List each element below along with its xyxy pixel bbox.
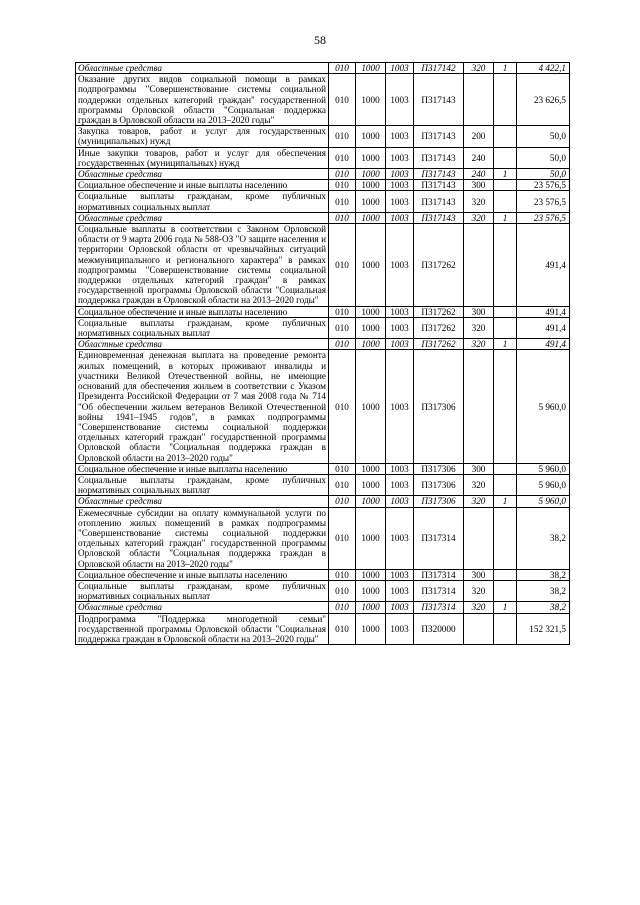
subsection-code: 1003 bbox=[386, 507, 414, 569]
amount: 50,0 bbox=[517, 147, 570, 168]
target-article: П317143 bbox=[414, 169, 464, 180]
funding-source bbox=[494, 569, 517, 580]
table-row bbox=[76, 180, 570, 191]
expense-type bbox=[464, 224, 494, 307]
table-row bbox=[76, 569, 570, 580]
expense-type: 320 bbox=[464, 212, 494, 223]
section-code: 1000 bbox=[356, 147, 386, 168]
row-name: Социальные выплаты гражданам, кроме публичных нормативных социальных выплат bbox=[76, 474, 329, 495]
admin-code: 010 bbox=[329, 496, 356, 507]
funding-source: 1 bbox=[494, 339, 517, 350]
table-row bbox=[76, 339, 570, 350]
section-code: 1000 bbox=[356, 212, 386, 223]
budget-table bbox=[75, 62, 570, 645]
admin-code: 010 bbox=[329, 507, 356, 569]
admin-code: 010 bbox=[329, 317, 356, 338]
table-row bbox=[76, 169, 570, 180]
admin-code: 010 bbox=[329, 339, 356, 350]
row-name: Социальное обеспечение и иные выплаты населению bbox=[76, 180, 329, 191]
funding-source bbox=[494, 147, 517, 168]
row-name: Социальные выплаты гражданам, кроме публичных нормативных социальных выплат bbox=[76, 317, 329, 338]
section-code: 1000 bbox=[356, 317, 386, 338]
page-number: 58 bbox=[314, 33, 326, 47]
admin-code: 010 bbox=[329, 474, 356, 495]
admin-code: 010 bbox=[329, 63, 356, 74]
admin-code: 010 bbox=[329, 306, 356, 317]
row-name: Социальные выплаты гражданам, кроме публичных нормативных социальных выплат bbox=[76, 580, 329, 601]
subsection-code: 1003 bbox=[386, 126, 414, 147]
subsection-code: 1003 bbox=[386, 74, 414, 126]
section-code: 1000 bbox=[356, 224, 386, 307]
expense-type: 300 bbox=[464, 306, 494, 317]
subsection-code: 1003 bbox=[386, 463, 414, 474]
subsection-code: 1003 bbox=[386, 306, 414, 317]
expense-type: 320 bbox=[464, 63, 494, 74]
amount: 23 576,5 bbox=[517, 180, 570, 191]
admin-code: 010 bbox=[329, 463, 356, 474]
funding-source: 1 bbox=[494, 169, 517, 180]
table-row bbox=[76, 496, 570, 507]
section-code: 1000 bbox=[356, 496, 386, 507]
section-code: 1000 bbox=[356, 74, 386, 126]
funding-source bbox=[494, 350, 517, 463]
expense-type: 320 bbox=[464, 191, 494, 212]
funding-source bbox=[494, 474, 517, 495]
section-code: 1000 bbox=[356, 613, 386, 645]
target-article: П317143 bbox=[414, 74, 464, 126]
target-article: П317314 bbox=[414, 507, 464, 569]
target-article: П317306 bbox=[414, 496, 464, 507]
row-name: Единовременная денежная выплата на проведение ремонта жилых помещений, в которых проживают инвалиды и участники Великой Отечественной войны, не имеющие оснований для обеспечения жильем в соответствии с Указом Президента Российской Федерации от 7 мая 2008 года № 714 "Об обеспечении жильем ветеранов Великой Отечественной войны 1941–1945 годов", в рамках подпрограммы "Совершенствование системы социальной поддержки отдельных категорий граждан" государственной программы Орловской области "Социальная поддержка граждан в Орловской области на 2013–2020 годы" bbox=[76, 350, 329, 463]
section-code: 1000 bbox=[356, 350, 386, 463]
subsection-code: 1003 bbox=[386, 474, 414, 495]
row-name: Областные средства bbox=[76, 169, 329, 180]
subsection-code: 1003 bbox=[386, 212, 414, 223]
section-code: 1000 bbox=[356, 474, 386, 495]
amount: 38,2 bbox=[517, 580, 570, 601]
amount: 50,0 bbox=[517, 169, 570, 180]
admin-code: 010 bbox=[329, 613, 356, 645]
table-row bbox=[76, 306, 570, 317]
section-code: 1000 bbox=[356, 507, 386, 569]
admin-code: 010 bbox=[329, 569, 356, 580]
target-article: П317314 bbox=[414, 580, 464, 601]
funding-source bbox=[494, 507, 517, 569]
target-article: П317262 bbox=[414, 339, 464, 350]
expense-type: 240 bbox=[464, 169, 494, 180]
target-article: П317143 bbox=[414, 212, 464, 223]
amount: 38,2 bbox=[517, 602, 570, 613]
funding-source: 1 bbox=[494, 63, 517, 74]
amount: 5 960,0 bbox=[517, 496, 570, 507]
table-row bbox=[76, 613, 570, 645]
table-row bbox=[76, 74, 570, 126]
section-code: 1000 bbox=[356, 63, 386, 74]
section-code: 1000 bbox=[356, 306, 386, 317]
funding-source: 1 bbox=[494, 212, 517, 223]
admin-code: 010 bbox=[329, 147, 356, 168]
row-name: Ежемесячные субсидии на оплату коммунальной услуги по отоплению жилых помещений в рамках подпрограммы "Совершенствование системы социальной поддержки отдельных категорий граждан" государственной программы Орловской области "Социальная поддержка граждан в Орловской области на 2013–2020 годы" bbox=[76, 507, 329, 569]
admin-code: 010 bbox=[329, 212, 356, 223]
amount: 38,2 bbox=[517, 507, 570, 569]
row-name: Оказание других видов социальной помощи в рамках подпрограммы "Совершенствование системы социальной поддержки отдельных категорий граждан" государственной программы Орловской области "Социальная поддержка граждан в Орловской области на 2013–2020 годы" bbox=[76, 74, 329, 126]
funding-source: 1 bbox=[494, 496, 517, 507]
row-name: Социальные выплаты гражданам, кроме публичных нормативных социальных выплат bbox=[76, 191, 329, 212]
admin-code: 010 bbox=[329, 580, 356, 601]
admin-code: 010 bbox=[329, 224, 356, 307]
subsection-code: 1003 bbox=[386, 339, 414, 350]
table-row bbox=[76, 224, 570, 307]
target-article: П317314 bbox=[414, 569, 464, 580]
target-article: П317142 bbox=[414, 63, 464, 74]
row-name: Областные средства bbox=[76, 602, 329, 613]
row-name: Социальное обеспечение и иные выплаты населению bbox=[76, 306, 329, 317]
admin-code: 010 bbox=[329, 74, 356, 126]
section-code: 1000 bbox=[356, 180, 386, 191]
expense-type: 300 bbox=[464, 463, 494, 474]
expense-type: 320 bbox=[464, 602, 494, 613]
target-article: П317262 bbox=[414, 224, 464, 307]
table-row bbox=[76, 63, 570, 74]
table-row bbox=[76, 126, 570, 147]
section-code: 1000 bbox=[356, 191, 386, 212]
expense-type: 320 bbox=[464, 474, 494, 495]
target-article: П317262 bbox=[414, 317, 464, 338]
expense-type: 320 bbox=[464, 339, 494, 350]
subsection-code: 1003 bbox=[386, 191, 414, 212]
funding-source bbox=[494, 191, 517, 212]
subsection-code: 1003 bbox=[386, 224, 414, 307]
amount: 491,4 bbox=[517, 317, 570, 338]
table-row bbox=[76, 317, 570, 338]
admin-code: 010 bbox=[329, 191, 356, 212]
table-row bbox=[76, 580, 570, 601]
row-name: Областные средства bbox=[76, 496, 329, 507]
funding-source bbox=[494, 74, 517, 126]
row-name: Областные средства bbox=[76, 339, 329, 350]
target-article: П317143 bbox=[414, 180, 464, 191]
subsection-code: 1003 bbox=[386, 569, 414, 580]
expense-type: 320 bbox=[464, 580, 494, 601]
target-article: П317143 bbox=[414, 191, 464, 212]
row-name: Социальные выплаты в соответствии с Законом Орловской области от 9 марта 2006 года № 588-ОЗ "О защите населения и территории Орловской области от чрезвычайных ситуаций межмуниципального и регионального характера" в рамках подпрограммы "Совершенствование системы социальной поддержки отдельных категорий граждан" в рамках государственной программы Орловской области "Социальная поддержка граждан в Орловской области на 2013–2020 годы" bbox=[76, 224, 329, 307]
section-code: 1000 bbox=[356, 463, 386, 474]
subsection-code: 1003 bbox=[386, 147, 414, 168]
funding-source bbox=[494, 126, 517, 147]
target-article: П317314 bbox=[414, 602, 464, 613]
expense-type: 320 bbox=[464, 317, 494, 338]
table-row bbox=[76, 507, 570, 569]
amount: 5 960,0 bbox=[517, 474, 570, 495]
funding-source bbox=[494, 224, 517, 307]
target-article: П320000 bbox=[414, 613, 464, 645]
row-name: Социальное обеспечение и иные выплаты населению bbox=[76, 463, 329, 474]
section-code: 1000 bbox=[356, 602, 386, 613]
amount: 152 321,5 bbox=[517, 613, 570, 645]
row-name: Областные средства bbox=[76, 212, 329, 223]
expense-type: 300 bbox=[464, 569, 494, 580]
table-row bbox=[76, 350, 570, 463]
target-article: П317306 bbox=[414, 350, 464, 463]
expense-type bbox=[464, 613, 494, 645]
row-name: Подпрограмма "Поддержка многодетной семьи" государственной программы Орловской области "Социальная поддержка граждан в Орловской области на 2013–2020 годы" bbox=[76, 613, 329, 645]
subsection-code: 1003 bbox=[386, 317, 414, 338]
table-row bbox=[76, 147, 570, 168]
amount: 491,4 bbox=[517, 224, 570, 307]
funding-source bbox=[494, 463, 517, 474]
row-name: Иные закупки товаров, работ и услуг для обеспечения государственных (муниципальных) нужд bbox=[76, 147, 329, 168]
row-name: Закупка товаров, работ и услуг для государственных (муниципальных) нужд bbox=[76, 126, 329, 147]
amount: 23 576,5 bbox=[517, 191, 570, 212]
admin-code: 010 bbox=[329, 169, 356, 180]
subsection-code: 1003 bbox=[386, 169, 414, 180]
admin-code: 010 bbox=[329, 180, 356, 191]
expense-type: 320 bbox=[464, 496, 494, 507]
amount: 491,4 bbox=[517, 306, 570, 317]
amount: 5 960,0 bbox=[517, 350, 570, 463]
subsection-code: 1003 bbox=[386, 63, 414, 74]
table-row bbox=[76, 463, 570, 474]
amount: 23 576,5 bbox=[517, 212, 570, 223]
section-code: 1000 bbox=[356, 339, 386, 350]
table-row bbox=[76, 602, 570, 613]
subsection-code: 1003 bbox=[386, 602, 414, 613]
subsection-code: 1003 bbox=[386, 496, 414, 507]
amount: 5 960,0 bbox=[517, 463, 570, 474]
funding-source bbox=[494, 613, 517, 645]
funding-source bbox=[494, 580, 517, 601]
section-code: 1000 bbox=[356, 169, 386, 180]
expense-type: 200 bbox=[464, 126, 494, 147]
expense-type: 240 bbox=[464, 147, 494, 168]
amount: 491,4 bbox=[517, 339, 570, 350]
funding-source bbox=[494, 180, 517, 191]
expense-type bbox=[464, 507, 494, 569]
target-article: П317306 bbox=[414, 474, 464, 495]
amount: 50,0 bbox=[517, 126, 570, 147]
target-article: П317306 bbox=[414, 463, 464, 474]
subsection-code: 1003 bbox=[386, 580, 414, 601]
amount: 38,2 bbox=[517, 569, 570, 580]
amount: 4 422,1 bbox=[517, 63, 570, 74]
admin-code: 010 bbox=[329, 350, 356, 463]
row-name: Областные средства bbox=[76, 63, 329, 74]
amount: 23 626,5 bbox=[517, 74, 570, 126]
expense-type: 300 bbox=[464, 180, 494, 191]
funding-source bbox=[494, 317, 517, 338]
funding-source: 1 bbox=[494, 602, 517, 613]
funding-source bbox=[494, 306, 517, 317]
section-code: 1000 bbox=[356, 569, 386, 580]
expense-type bbox=[464, 350, 494, 463]
section-code: 1000 bbox=[356, 126, 386, 147]
section-code: 1000 bbox=[356, 580, 386, 601]
table-body bbox=[76, 63, 570, 645]
row-name: Социальное обеспечение и иные выплаты населению bbox=[76, 569, 329, 580]
table-row bbox=[76, 212, 570, 223]
target-article: П317143 bbox=[414, 126, 464, 147]
subsection-code: 1003 bbox=[386, 350, 414, 463]
target-article: П317143 bbox=[414, 147, 464, 168]
table-row bbox=[76, 474, 570, 495]
subsection-code: 1003 bbox=[386, 613, 414, 645]
admin-code: 010 bbox=[329, 602, 356, 613]
table-row bbox=[76, 191, 570, 212]
admin-code: 010 bbox=[329, 126, 356, 147]
subsection-code: 1003 bbox=[386, 180, 414, 191]
expense-type bbox=[464, 74, 494, 126]
target-article: П317262 bbox=[414, 306, 464, 317]
